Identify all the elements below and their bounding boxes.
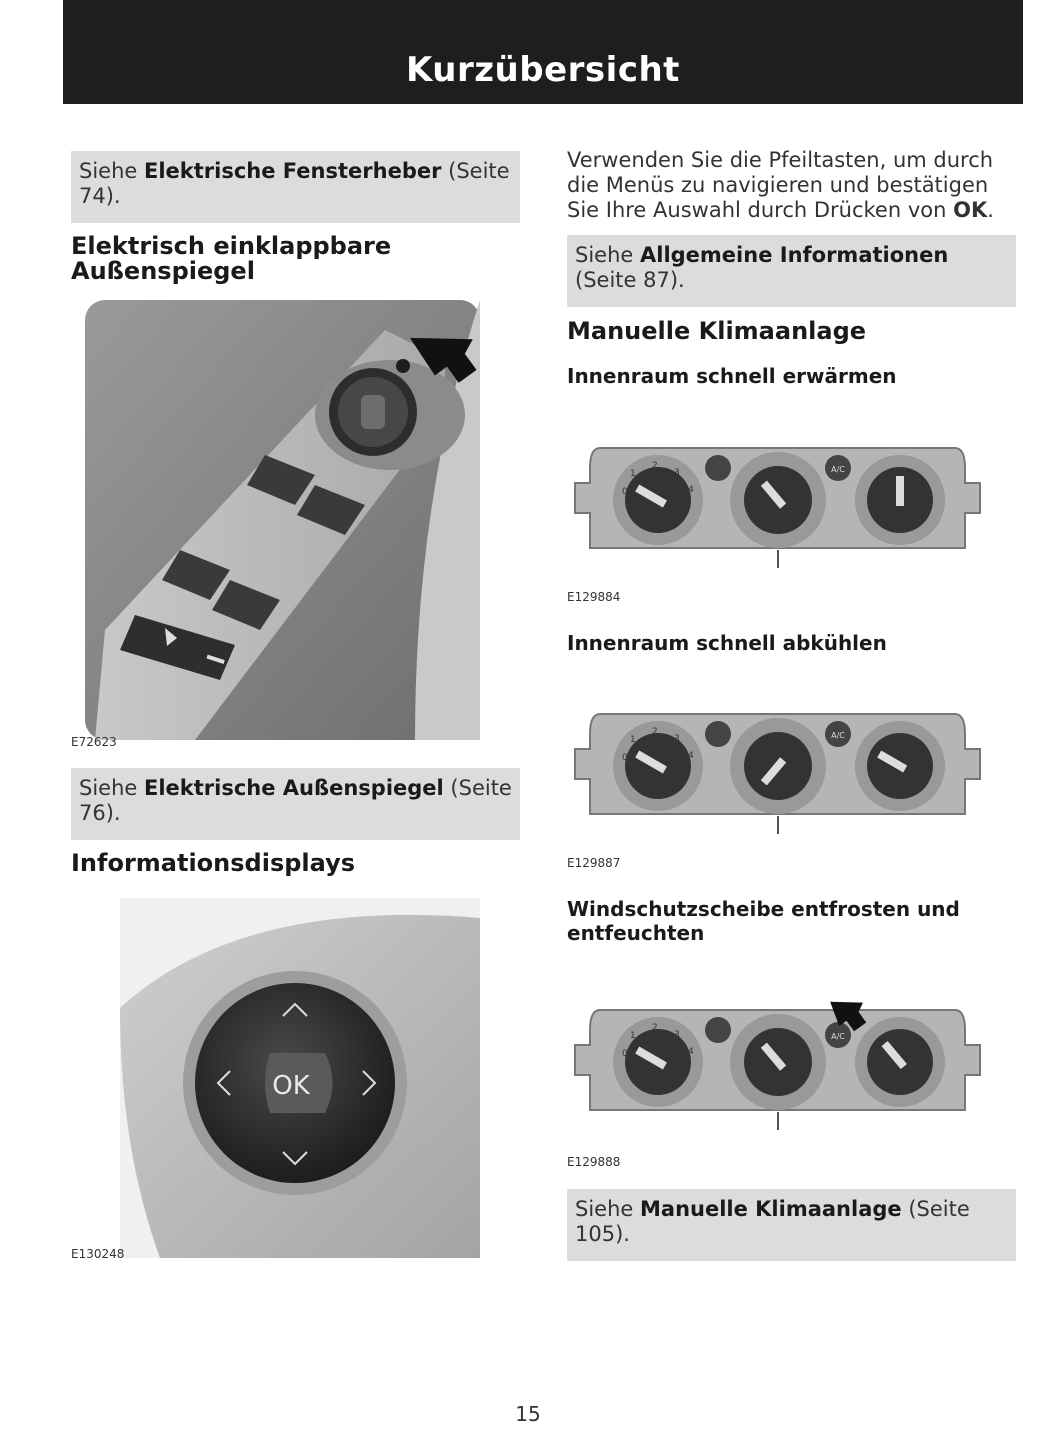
ac-label: A/C [831, 1032, 845, 1041]
climate-panel-illustration [570, 990, 982, 1140]
ref-prefix: Siehe [79, 159, 144, 183]
fan-mark: 1 [630, 469, 636, 479]
figure-mirror-switch [85, 300, 480, 740]
ref-page: (Seite 87). [575, 268, 685, 292]
intro-text: Verwenden Sie die Pfeiltasten, um durch die Menüs zu navigieren und bestätigen Sie Ihre Auswahl durch Drücken von [567, 148, 994, 222]
fan-mark: 1 [630, 735, 636, 745]
page-number: 15 [515, 1402, 541, 1426]
subheading-heat: Innenraum schnell erwärmen [567, 364, 897, 388]
ac-label: A/C [831, 465, 845, 474]
subheading-cool: Innenraum schnell abkühlen [567, 631, 887, 655]
ref-page: (Seite 105). [575, 1197, 970, 1246]
figure-climate-defrost [570, 990, 982, 1140]
ref-link-text: Elektrische Außenspiegel [144, 776, 444, 800]
ref-prefix: Siehe [575, 243, 640, 267]
figure-id: E129884 [567, 590, 621, 604]
reference-box-mirrors [71, 768, 520, 840]
fan-mark: 3 [674, 734, 680, 744]
intro-ok: OK [953, 198, 988, 222]
intro-end: . [987, 198, 994, 222]
mirror-switch-illustration [85, 300, 480, 740]
fan-mark: 0 [622, 753, 628, 763]
heading-climate: Manuelle Klimaanlage [567, 317, 867, 345]
figure-steering-controls [120, 898, 480, 1258]
intro-paragraph [567, 148, 1019, 223]
ok-button-label: OK [272, 1071, 310, 1101]
reference-box-general-info [567, 235, 1016, 307]
ref-page: (Seite 76). [79, 776, 512, 825]
reference-box-climate [567, 1189, 1016, 1261]
heading-mirrors: Elektrisch einklappbare Außenspiegel [71, 232, 392, 285]
figure-id: E130248 [71, 1247, 125, 1261]
ref-link-text: Elektrische Fensterheber [144, 159, 442, 183]
ac-label: A/C [831, 731, 845, 740]
reference-box-windows [71, 151, 520, 223]
subheading-defrost: Windschutzscheibe entfrosten und entfeuchten [567, 897, 960, 945]
ref-prefix: Siehe [79, 776, 144, 800]
fan-mark: 3 [674, 1030, 680, 1040]
page-header [63, 0, 1023, 104]
figure-climate-heat [570, 438, 982, 570]
fan-mark: 3 [674, 468, 680, 478]
steering-controls-illustration [120, 898, 480, 1258]
climate-panel-illustration [570, 704, 982, 836]
fan-mark: 2 [652, 461, 658, 471]
fan-mark: 2 [652, 1023, 658, 1033]
fan-mark: 4 [688, 485, 694, 495]
fan-mark: 4 [688, 1047, 694, 1057]
fan-mark: 1 [630, 1031, 636, 1041]
fan-mark: 0 [622, 1049, 628, 1059]
ref-prefix: Siehe [575, 1197, 640, 1221]
ref-page: (Seite 74). [79, 159, 510, 208]
fan-mark: 0 [622, 487, 628, 497]
figure-climate-cool [570, 704, 982, 836]
figure-id: E129887 [567, 856, 621, 870]
fan-mark: 4 [688, 751, 694, 761]
ref-link-text: Allgemeine Informationen [640, 243, 949, 267]
fan-mark: 2 [652, 727, 658, 737]
page-title: Kurzübersicht [406, 50, 680, 90]
figure-id: E129888 [567, 1155, 621, 1169]
ref-link-text: Manuelle Klimaanlage [640, 1197, 902, 1221]
climate-panel-illustration [570, 438, 982, 570]
heading-displays: Informationsdisplays [71, 849, 356, 877]
figure-id: E72623 [71, 735, 117, 749]
